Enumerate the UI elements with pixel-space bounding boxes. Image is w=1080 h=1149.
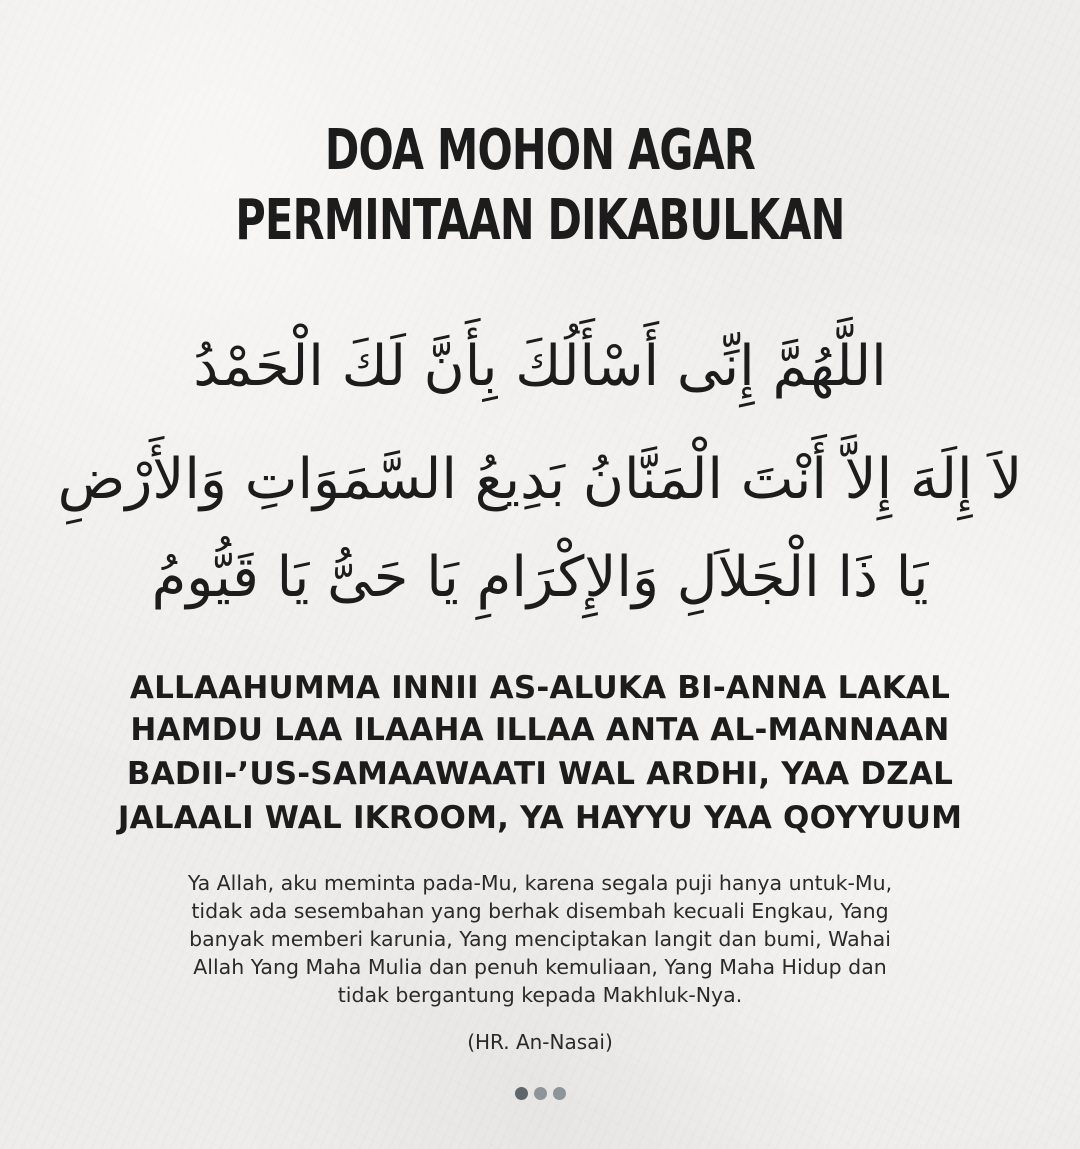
carousel-pagination <box>0 1087 1080 1100</box>
transliteration-line-3: BADII-’US-SAMAAWAATI WAL ARDHI, YAA DZAL <box>126 756 954 792</box>
hadith-source: (HR. An-Nasai) <box>467 1030 613 1054</box>
transliteration-line-2: HAMDU LAA ILAAHA ILLAA ANTA AL-MANNAAN <box>130 712 950 748</box>
title-line-1: DOA MOHON AGAR <box>324 118 756 183</box>
translation-line-4: Allah Yang Maha Mulia dan penuh kemuliaan, Yang Maha Hidup dan <box>193 955 887 979</box>
translation-line-1: Ya Allah, aku meminta pada-Mu, karena segala puji hanya untuk-Mu, <box>187 871 893 895</box>
pagination-dot-3[interactable] <box>553 1087 566 1100</box>
translation-line-2: tidak ada sesembahan yang berhak disembah kecuali Engkau, Yang <box>191 899 889 923</box>
pagination-dot-1[interactable] <box>515 1087 528 1100</box>
transliteration-line-1: ALLAAHUMMA INNII AS-ALUKA BI-ANNA LAKAL <box>129 670 951 706</box>
pagination-dot-2[interactable] <box>534 1087 547 1100</box>
arabic-text-line-3: يَا ذَا الْجَلاَلِ وَالإِكْرَامِ يَا حَىُّ يَا قَيُّومُ <box>151 545 929 610</box>
transliteration-line-4: JALAALI WAL IKROOM, YA HAYYU YAA QOYYUUM <box>117 800 963 836</box>
arabic-text-line-2: لاَ إِلَهَ إِلاَّ أَنْتَ الْمَنَّانُ بَدِيعُ السَّمَوَاتِ وَالأَرْضِ <box>57 447 1023 512</box>
translation-line-5: tidak bergantung kepada Makhluk-Nya. <box>337 983 743 1007</box>
translation-line-3: banyak memberi karunia, Yang menciptakan langit dan bumi, Wahai <box>189 927 891 951</box>
arabic-text-line-1: اللَّهُمَّ إِنِّى أَسْأَلُكَ بِأَنَّ لَكَ الْحَمْدُ <box>193 334 887 399</box>
title-line-2: PERMINTAAN DIKABULKAN <box>235 188 845 253</box>
